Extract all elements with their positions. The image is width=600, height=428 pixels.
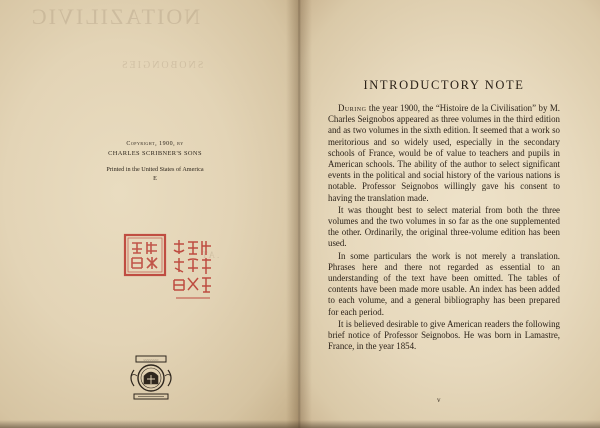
publisher-name: CHARLES SCRIBNER'S SONS <box>108 150 202 157</box>
paragraph-text: It was thought best to select material from both the three volumes and the two volumes in so far as the one supplemented the other. Ordinarily, the original three-volume edition has been used. <box>328 204 560 249</box>
copyright-line: Copyright, 1900, by <box>126 141 184 147</box>
page-number: v <box>437 396 441 404</box>
printing-mark: E <box>153 175 157 182</box>
publisher-emblem-icon <box>122 348 180 406</box>
paragraph-text: the year 1900, the “Histoire de la Civilisation” by M. Charles Seignobos appeared as three volumes in the third edition and as two volumes in the sixth edition. It seemed that a work so meritorious and so widely used, especially in the secondary schools of France, would be of value to teachers and pupils in American schools. The ability of the author to select significant events in the political and social history of the various nations is notable. Professor Seignobos willingly gave his consent to having the translation made. <box>328 103 560 203</box>
paragraph <box>328 251 560 318</box>
show-through-text: SNOBONGIES <box>120 60 204 71</box>
left-page <box>0 0 298 428</box>
show-through-text: .AT <box>200 250 220 260</box>
svg-text:~~~~~~~~: ~~~~~~~~ <box>143 358 159 362</box>
paragraph-lead-word: During <box>338 103 367 113</box>
introductory-note <box>328 78 560 352</box>
page-bottom-edge <box>0 420 600 428</box>
red-seal-stamp-icon <box>123 233 167 277</box>
paragraph-text: It is believed desirable to give American readers the following brief notice of Professor Seignobos. He was born in Lamastre, France, in the year 1854. <box>328 318 560 352</box>
paragraph <box>328 319 560 353</box>
copyright-block <box>70 140 240 183</box>
vertical-seal-stamp-icon <box>170 238 214 308</box>
paragraph <box>328 205 560 250</box>
page-heading: INTRODUCTORY NOTE <box>363 78 525 92</box>
show-through-text: NOITAZILIVIC <box>30 4 201 29</box>
paragraph <box>328 103 560 204</box>
printed-line: Printed in the United States of America <box>106 166 204 173</box>
paragraph-text: In some particulars the work is not merely a translation. Phrases here and there not regarded as essential to an understanding of the text have been omitted. The tables of contents have been made more usable. An index has been added to each volume, and a general bibliography has been prepared for each period. <box>328 250 560 317</box>
